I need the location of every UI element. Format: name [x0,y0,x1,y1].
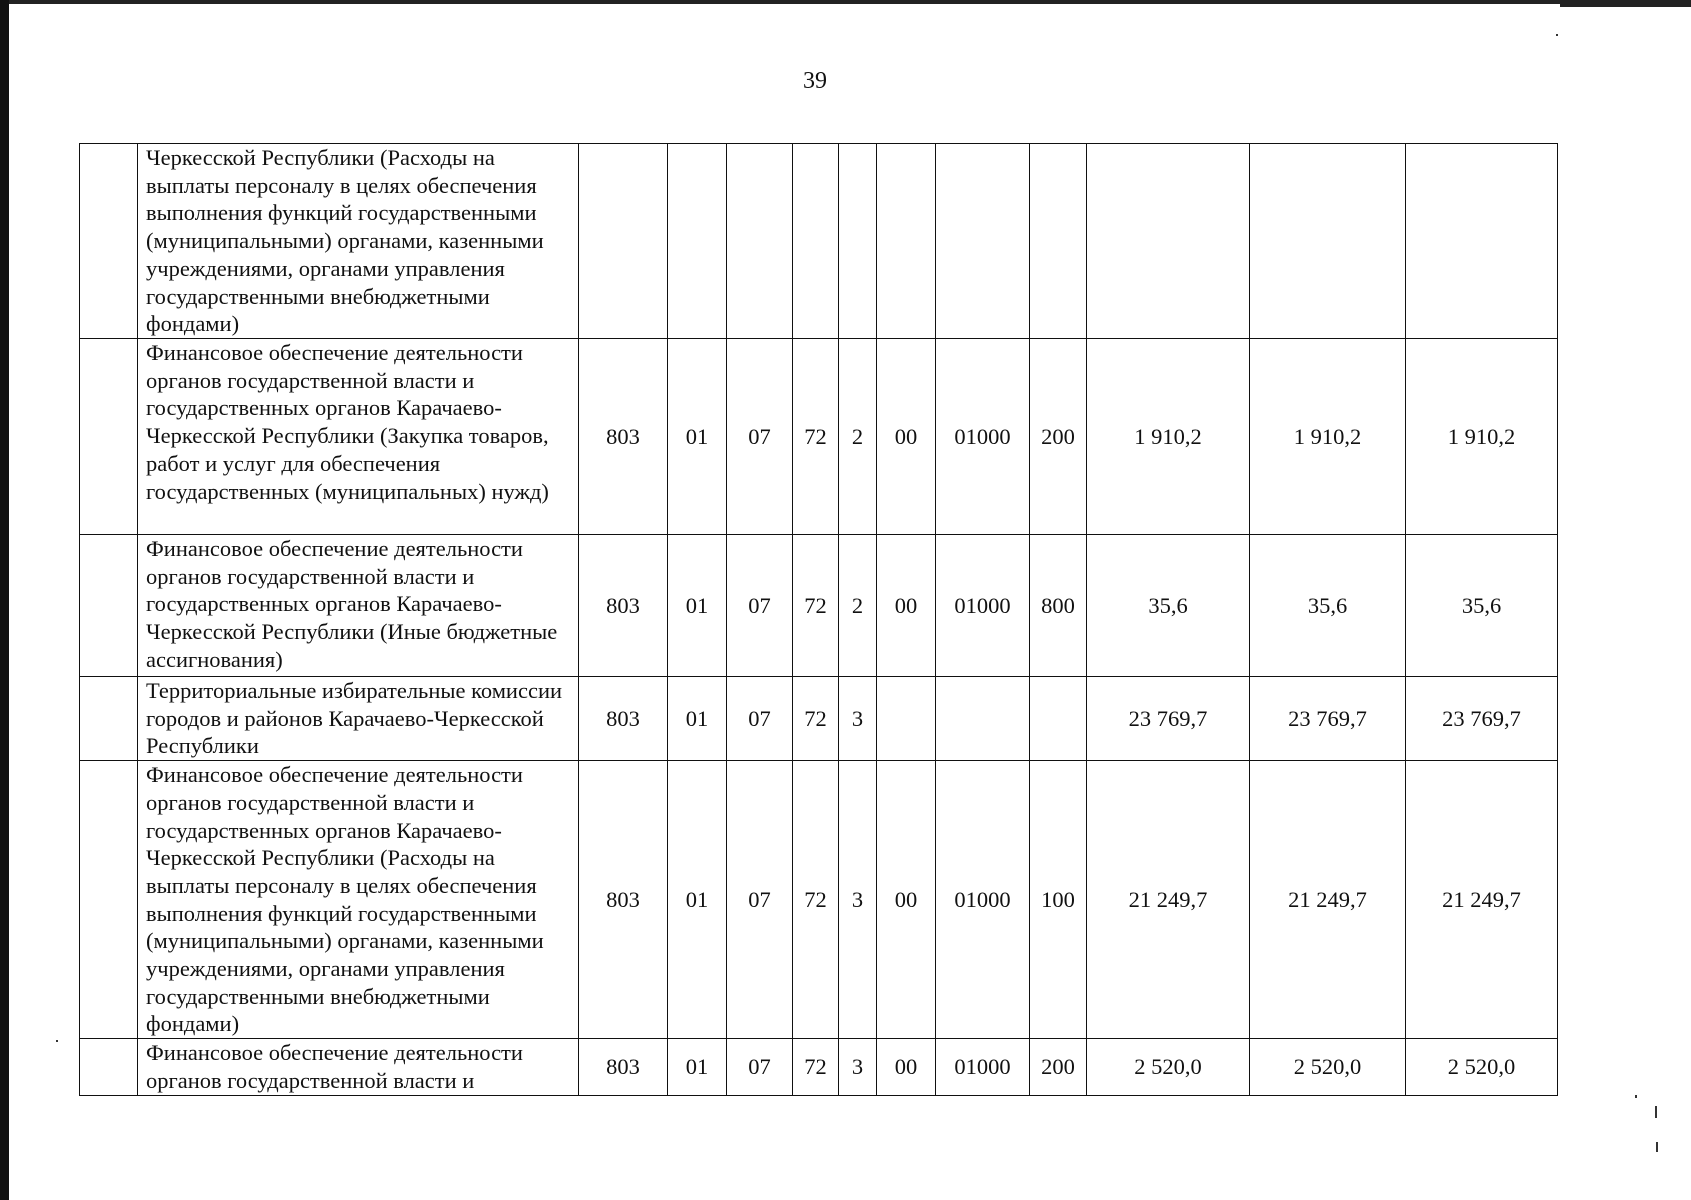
amount-cell: 23 769,7 [1406,677,1558,761]
section-code-cell: 01 [668,761,727,1039]
row-number-cell [80,1039,138,1096]
amount-cell: 2 520,0 [1406,1039,1558,1096]
subsection-code-cell: 07 [727,1039,793,1096]
scan-speck [1655,1106,1657,1118]
item-name-cell: Финансовое обеспечение деятельности органов государственной власти и государственных органов Карачаево-Черкесской Республики (Иные бюджетные ассигнования) [138,535,579,677]
item-name-cell: Финансовое обеспечение деятельности органов государственной власти и государственных органов Карачаево-Черкесской Республики (Закупка товаров, работ и услуг для обеспечения государственных (муниципальных) нужд) [138,339,579,535]
program-code-cell: 72 [793,1039,839,1096]
ministry-code-cell: 803 [579,761,668,1039]
program-code-cell: 72 [793,339,839,535]
page-number: 39 [803,68,827,94]
item-name-cell: Финансовое обеспечение деятельности органов государственной власти и государственных органов Карачаево-Черкесской Республики (Расходы на выплаты персоналу в целях обеспечения выполнения функций государственными (муниципальными) органами, казенными учреждениями, органами управления государственными внебюджетными фондами) [138,761,579,1039]
expense-type-cell [1030,144,1087,339]
subsection-code-cell: 07 [727,535,793,677]
ministry-code-cell: 803 [579,677,668,761]
budget-table [79,143,1558,1096]
amount-cell: 35,6 [1250,535,1406,677]
amount-cell: 35,6 [1406,535,1558,677]
program-code-cell: 72 [793,677,839,761]
item-name-cell: Территориальные избирательные комиссии городов и районов Карачаево-Черкесской Республики [138,677,579,761]
subsection-code-cell: 07 [727,339,793,535]
subprogram-code-cell: 2 [839,535,877,677]
amount-cell: 21 249,7 [1087,761,1250,1039]
subsection-code-cell: 07 [727,677,793,761]
section-code-cell: 01 [668,677,727,761]
scan-speck [1556,34,1558,36]
direction-code-cell: 01000 [936,761,1030,1039]
amount-cell: 1 910,2 [1250,339,1406,535]
table-row [80,1039,1558,1096]
event-code-cell: 00 [877,339,936,535]
ministry-code-cell [579,144,668,339]
direction-code-cell [936,677,1030,761]
event-code-cell: 00 [877,761,936,1039]
subprogram-code-cell: 3 [839,677,877,761]
ministry-code-cell: 803 [579,339,668,535]
row-number-cell [80,339,138,535]
table-row [80,144,1558,339]
amount-cell [1250,144,1406,339]
expense-type-cell: 800 [1030,535,1087,677]
subprogram-code-cell [839,144,877,339]
scan-speck [1656,1142,1658,1152]
direction-code-cell: 01000 [936,535,1030,677]
amount-cell: 21 249,7 [1250,761,1406,1039]
amount-cell [1087,144,1250,339]
program-code-cell: 72 [793,761,839,1039]
scan-border-left [0,0,9,1200]
amount-cell: 23 769,7 [1087,677,1250,761]
row-number-cell [80,535,138,677]
subsection-code-cell [727,144,793,339]
row-number-cell [80,761,138,1039]
scan-speck [56,1040,58,1042]
expense-type-cell: 200 [1030,1039,1087,1096]
event-code-cell [877,677,936,761]
section-code-cell: 01 [668,339,727,535]
amount-cell [1406,144,1558,339]
item-name-cell: Финансовое обеспечение деятельности органов государственной власти и [138,1039,579,1096]
ministry-code-cell: 803 [579,1039,668,1096]
scan-border-top [9,0,1691,4]
event-code-cell: 00 [877,535,936,677]
section-code-cell: 01 [668,535,727,677]
table-row [80,535,1558,677]
program-code-cell: 72 [793,535,839,677]
amount-cell: 1 910,2 [1087,339,1250,535]
event-code-cell: 00 [877,1039,936,1096]
subprogram-code-cell: 2 [839,339,877,535]
scan-speck [1635,1095,1637,1098]
direction-code-cell: 01000 [936,339,1030,535]
table-row [80,339,1558,535]
subprogram-code-cell: 3 [839,1039,877,1096]
event-code-cell [877,144,936,339]
expense-type-cell: 200 [1030,339,1087,535]
program-code-cell [793,144,839,339]
subprogram-code-cell: 3 [839,761,877,1039]
table-row [80,761,1558,1039]
row-number-cell [80,677,138,761]
amount-cell: 1 910,2 [1406,339,1558,535]
expense-type-cell: 100 [1030,761,1087,1039]
direction-code-cell: 01000 [936,1039,1030,1096]
section-code-cell: 01 [668,1039,727,1096]
amount-cell: 21 249,7 [1406,761,1558,1039]
section-code-cell [668,144,727,339]
direction-code-cell [936,144,1030,339]
subsection-code-cell: 07 [727,761,793,1039]
row-number-cell [80,144,138,339]
item-name-cell: Черкесской Республики (Расходы на выплаты персоналу в целях обеспечения выполнения функций государственными (муниципальными) органами, казенными учреждениями, органами управления государственными внебюджетными фондами) [138,144,579,339]
amount-cell: 23 769,7 [1250,677,1406,761]
scan-border-top-corner [1560,0,1691,7]
amount-cell: 35,6 [1087,535,1250,677]
amount-cell: 2 520,0 [1087,1039,1250,1096]
ministry-code-cell: 803 [579,535,668,677]
expense-type-cell [1030,677,1087,761]
amount-cell: 2 520,0 [1250,1039,1406,1096]
table-row [80,677,1558,761]
